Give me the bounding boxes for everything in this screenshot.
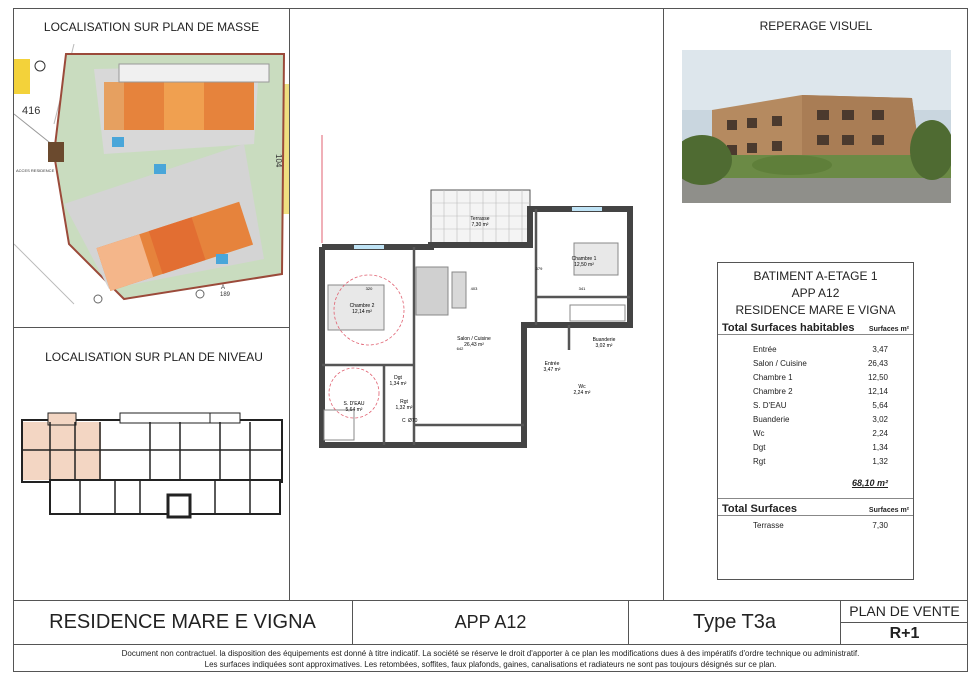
apartment-floor-plan [314,135,654,455]
lbl-c: C [402,418,406,424]
table-row: Chambre 2 12,14 [753,387,888,396]
niveau-title: LOCALISATION SUR PLAN DE NIVEAU [45,350,263,364]
disclaimer [14,648,967,670]
site-plan [14,44,289,327]
divider-left-middle [13,327,289,328]
dim-642: 642 [456,346,464,351]
disclaimer-line2: Les surfaces indiquées sont approximatives. Les retombées, soffites, faux plafonds, gaines, canalisations et radiateurs ne sont pas toujours désignés sur ce plan. [204,660,777,669]
lbl-diam: Ø70 [408,418,418,424]
lbl-rgt: Rgt [400,399,408,405]
lbl-wc-area: 2,24 m² [573,390,591,396]
divider-note [13,644,968,645]
parcel-104: 104 [274,154,283,168]
table-building: BATIMENT A-ETAGE 1 [753,269,878,283]
lbl-salon-area: 26,43 m² [464,342,484,348]
disclaimer-line1: Document non contractuel. la disposition des équipements est donné à titre indicatif. La société se réserve le droit d'apporter à ce plan les modifications dues à des impératifs d'ordre technique ou administratif. [121,649,860,658]
table-apt: APP A12 [791,286,840,300]
dim-341: 341 [578,286,586,291]
table-total-header [718,503,913,516]
surfaces-table [717,262,914,580]
dim-403: 403 [470,286,478,291]
lbl-dgt-area: 1,34 m² [389,381,407,387]
parcel-a: A [221,285,226,291]
footer-apt: APP A12 [353,600,629,644]
lbl-rgt-area: 1,32 m² [395,405,413,411]
lbl-buanderie: Buanderie [592,337,616,343]
footer-residence: RESIDENCE MARE E VIGNA [13,600,353,644]
dim-320: 320 [365,286,373,291]
lbl-seau-area: 5,64 m² [345,407,363,413]
table-habitables-header [718,322,913,335]
table-residence: RESIDENCE MARE E VIGNA [735,303,896,317]
lbl-chambre2: Chambre 2 [349,303,375,309]
building-photo [682,50,951,203]
lbl-seau: S. D'EAU [343,401,365,407]
table-row: Rgt 1,32 [753,457,888,466]
level-plan [20,410,285,520]
footer-level: R+1 [889,624,920,642]
footer-type: Type T3a [629,600,841,644]
lbl-entree-area: 3,47 m² [543,367,561,373]
divider-left [289,8,290,600]
divider-right [663,8,664,600]
table-row: Dgt 1,34 [753,443,888,452]
lbl-entree: Entrée [544,361,560,367]
table-row: S. D'EAU 5,64 [753,401,888,410]
acces-label: ACCES RESIDENCE [16,168,55,173]
parcel-189: 189 [220,292,231,298]
lbl-buanderie-area: 3,02 m² [595,343,613,349]
lbl-terrasse: Terrasse [470,216,490,222]
total-habitable: 68,10 m² [851,478,888,488]
total-surfaces-label: Total Surfaces [722,503,797,515]
lbl-chambre1-area: 12,50 m² [574,262,594,268]
table-row: Wc 2,24 [753,429,888,438]
table-row: Terrasse 7,30 [753,521,888,530]
parcel-416: 416 [22,105,41,117]
table-row: Entrée 3,47 [753,345,888,354]
footer-plan-label: PLAN DE VENTE [841,600,968,623]
building-top [104,64,269,130]
total-surfaces-units: Surfaces m² [868,507,909,514]
lbl-chambre1: Chambre 1 [571,256,597,262]
lbl-salon: Salon / Cuisine [457,336,491,342]
habitables-label: Total Surfaces habitables [722,322,855,334]
lbl-terrasse-area: 7,30 m² [471,222,489,228]
reperage-title: REPERAGE VISUEL [759,19,873,33]
habitables-units: Surfaces m² [868,326,909,333]
masse-title: LOCALISATION SUR PLAN DE MASSE [43,20,260,34]
lbl-chambre2-area: 12,14 m² [352,309,372,315]
lbl-dgt: Dgt [394,375,402,381]
table-row: Buanderie 3,02 [753,415,888,424]
table-row: Chambre 1 12,50 [753,373,888,382]
lbl-wc: Wc [578,384,586,390]
table-row: Salon / Cuisine 26,43 [753,359,888,368]
dim-379: 379 [535,266,543,271]
